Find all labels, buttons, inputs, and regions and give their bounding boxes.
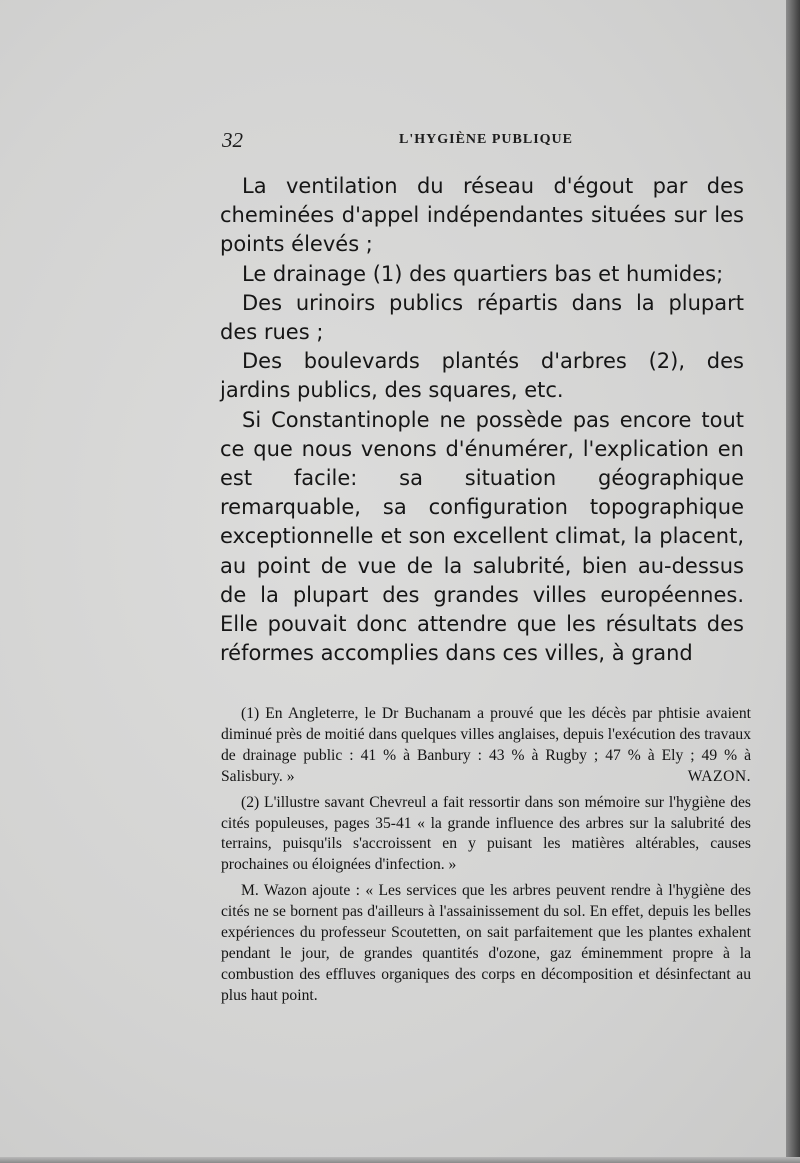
page-number: 32 [222,128,243,152]
paragraph: Si Constantinople ne possède pas encore tout ce que nous venons d'énumérer, l'explication en est facile: sa situation géographique remarquable, sa configuration topographique exceptionnelle et son excellent climat, la placent, au point de vue de la salubrité, bien au-dessus de la plupart des grandes villes européennes. Elle pouvait donc attendre que les résultats des réformes accomplies dans ces villes, à grand [220,407,744,666]
paragraph: La ventilation du réseau d'égout par des cheminées d'appel indépendantes situées sur les points élevés ; [220,174,744,257]
footnote-1-text: (1) En Angleterre, le Dr Buchanam a prouvé que les décès par phtisie avaient diminué près de moitié dans quelques villes anglaises, depuis l'exécution des travaux de drainage public : 41 % à Banbury : 43 % à Rugby ; 47 % à Ely ; 49 % à Salisbury. » [221,705,751,785]
page-header [222,128,750,154]
footnote-1 [221,704,751,788]
page-edge-shadow [786,0,800,1163]
footnote-1-author: WAZON. [687,767,751,785]
paragraph: Le drainage (1) des quartiers bas et humides; [242,261,724,286]
footnote-3: M. Wazon ajoute : « Les services que les arbres peuvent rendre à l'hygiène des cités ne se bornent pas d'ailleurs à l'assainissement du sol. En effet, depuis les belles expériences du professeur Scoutetten, on sait parfaitement que les plantes exhalent pendant le jour, de grandes quantités d'ozone, gaz éminemment propre à la combustion des effluves organiques des corps en décomposition et désinfectant au plus haut point. [221,882,751,1004]
page-bottom-shadow [0,1157,800,1163]
footnote-2: (2) L'illustre savant Chevreul a fait ressortir dans son mémoire sur l'hygiène des cités populeuses, pages 35-41 « la grande influence des arbres sur la salubrité des terrains, puisqu'ils s'accroissent en y puisant les matières altérables, causes prochaines ou éloignées d'infection. » [221,793,751,874]
main-text [220,172,744,668]
running-title: L'HYGIÈNE PUBLIQUE [399,132,573,147]
paragraph: Des boulevards plantés d'arbres (2), des jardins publics, des squares, etc. [220,349,744,403]
footnotes [221,704,751,1012]
paragraph: Des urinoirs publics répartis dans la plupart des rues ; [220,290,744,345]
